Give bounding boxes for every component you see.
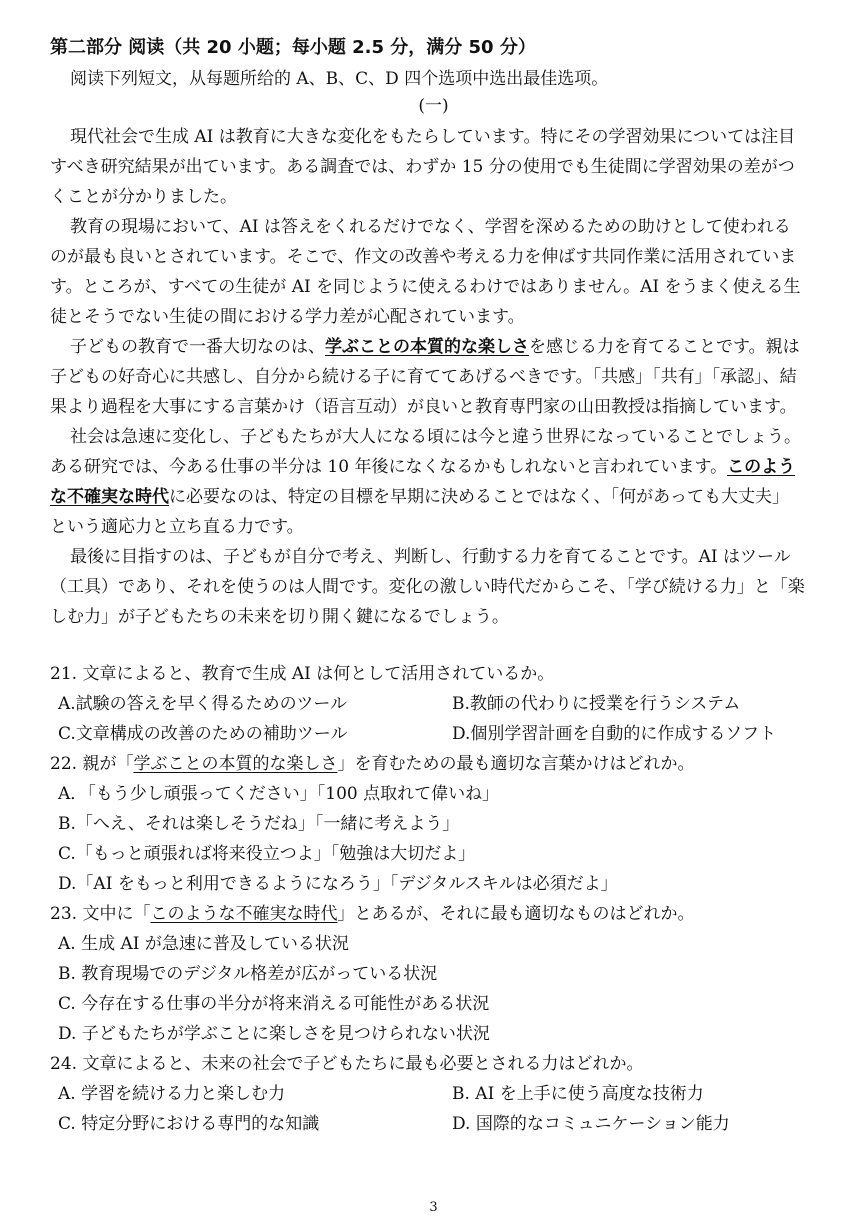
question-24-option-d: D. 国際的なコミュニケーション能力 [452, 1114, 730, 1134]
passage-p4-line3 [50, 486, 789, 508]
passage-p5-line3: しむ力」が子どもたちの未来を切り開く鍵になるでしょう。 [50, 607, 509, 627]
question-22-option-c: C.「もっと頑張れば将来役立つよ」「勉強は大切だよ」 [58, 844, 476, 864]
passage-p1-line2: すべき研究結果が出ています。ある調査では、わずか 15 分の使用でも生徒間に学習効果の差がつ [50, 157, 795, 177]
question-24-option-a: A. 学習を続ける力と楽しむ力 [58, 1084, 286, 1104]
p4-underlined-phrase-part2: な不確実な時代 [50, 487, 169, 507]
passage-p2-line4: 徒とそうでない生徒の間における学力差が心配されています。 [50, 307, 525, 327]
p3-text-a: 子どもの教育で一番大切なのは、 [70, 337, 325, 357]
question-22-option-b: B.「へえ、それは楽しそうだね」「一緒に考えよう」 [58, 814, 460, 834]
question-21-option-b: B.教師の代わりに授業を行うシステム [452, 694, 741, 714]
question-24-option-c: C. 特定分野における専門的な知識 [58, 1114, 320, 1134]
passage-p2-line2: のが最も良いとされています。そこで、作文の改善や考える力を伸ばす共同作業に活用されていま [50, 247, 797, 267]
passage-number: (一) [418, 96, 449, 116]
q23-stem-b: 」とあるが、それに最も適切なものはどれか。 [337, 904, 695, 924]
question-23-option-c: C. 今存在する仕事の半分が将来消える可能性がある状況 [58, 994, 490, 1014]
question-21-option-d: D.個別学習計画を自動的に作成するソフト [452, 724, 777, 744]
question-21-stem: 21. 文章によると、教育で生成 AI は何として活用されているか。 [50, 664, 555, 684]
p4-text-a: ある研究では、今ある仕事の半分は 10 年後になくなるかもしれないと言われています。 [50, 457, 728, 477]
passage-p5-line2: （工具）であり、それを使うのは人間です。変化の激しい時代だからこそ、「学び続ける力」と「楽 [50, 577, 805, 597]
question-23-option-b: B. 教育現場でのデジタル格差が広がっている状況 [58, 964, 438, 984]
passage-p2-line1: 教育の現場において、AI は答えをくれるだけでなく、学習を深めるための助けとして使われる [70, 217, 791, 237]
instruction: 阅读下列短文，从每题所给的 A、B、C、D 四个选项中选出最佳选项。 [70, 69, 609, 89]
question-24-stem: 24. 文章によると、未来の社会で子どもたちに最も必要とされる力はどれか。 [50, 1054, 644, 1074]
passage-p1-line3: くことが分かりました。 [50, 187, 237, 207]
p3-text-b: を感じる力を育てることです。親は [529, 337, 800, 357]
p4-underlined-phrase-part1: このよう [727, 457, 796, 477]
question-24-option-b: B. AI を上手に使う高度な技術力 [452, 1084, 704, 1104]
passage-p1-line1: 現代社会で生成 AI は教育に大きな変化をもたらしています。特にその学習効果については注目 [70, 127, 796, 147]
question-23-option-d: D. 子どもたちが学ぶことに楽しさを見つけられない状況 [58, 1024, 490, 1044]
question-22-option-a: A．「もう少し頑張ってください」「100 点取れて偉いね」 [58, 784, 500, 804]
passage-p3-line2: 子どもの好奇心に共感し、自分から続ける子に育ててあげるべきです。「共感」「共有」「承認」、結 [50, 367, 797, 387]
q23-stem-a: 23. 文中に「 [50, 904, 151, 924]
q22-stem-a: 22. 親が「 [50, 754, 134, 774]
passage-p4-line1: 社会は急速に変化し、子どもたちが大人になる頃には今と違う世界になっていることでしょう。 [70, 427, 801, 447]
q23-underlined-phrase: このような不確実な時代 [150, 904, 338, 924]
q22-stem-b: 」を育むための最も適切な言葉かけはどれか。 [337, 754, 695, 774]
question-22-stem [50, 753, 694, 775]
passage-p3-line3: 果より過程を大事にする言葉かけ（语言互动）が良いと教育専門家の山田教授は指摘しています。 [50, 397, 797, 417]
p4-text-b: に必要なのは、特定の目標を早期に決めることではなく、「何があっても大丈夫」 [169, 487, 789, 507]
passage-p4-line2 [50, 456, 795, 478]
question-21-option-c: C.文章構成の改善のための補助ツール [58, 724, 348, 744]
passage-p3-line1 [70, 336, 800, 358]
p3-underlined-phrase: 学ぶことの本質的な楽しさ [325, 337, 529, 357]
question-23-stem [50, 903, 694, 925]
question-21-option-a: A.試験の答えを早く得るためのツール [58, 694, 347, 714]
question-23-option-a: A. 生成 AI が急速に普及している状況 [58, 934, 349, 954]
question-22-option-d: D.「AI をもっと利用できるようになろう」「デジタルスキルは必須だよ」 [58, 874, 618, 894]
section-title: 第二部分 阅读（共 20 小题；每小题 2.5 分，满分 50 分） [50, 37, 536, 58]
q22-underlined-phrase: 学ぶことの本質的な楽しさ [133, 754, 338, 774]
passage-p5-line1: 最後に目指すのは、子どもが自分で考え、判断し、行動する力を育てることです。AI はツール [70, 547, 791, 567]
passage-p2-line3: す。ところが、すべての生徒が AI を同じように使えるわけではありません。AI をうまく使える生 [50, 277, 801, 297]
passage-p4-line4: という適応力と立ち直る力です。 [50, 517, 304, 537]
page-number: 3 [429, 1200, 438, 1215]
